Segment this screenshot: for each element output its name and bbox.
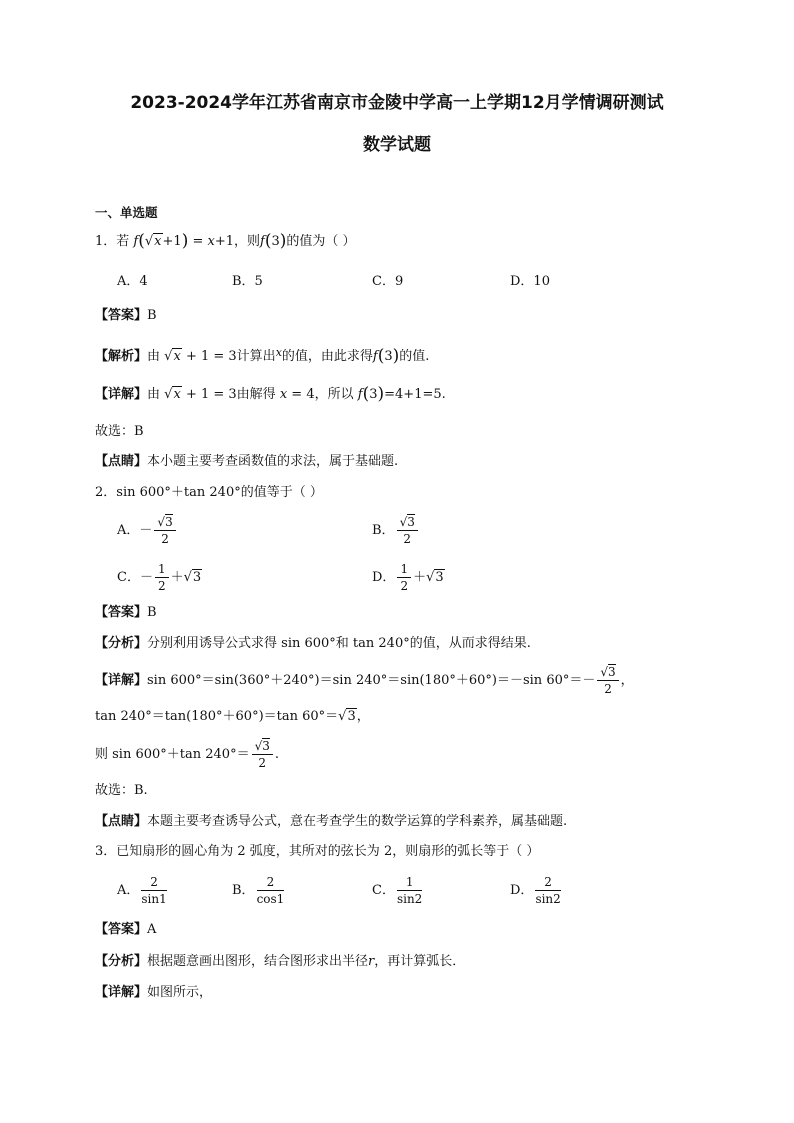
q2-choice: 故选：B. xyxy=(95,783,148,798)
q3-stem: 3．已知扇形的圆心角为 2 弧度，其所对的弦长为 2，则扇形的弧长等于（ ） xyxy=(95,844,540,859)
q2-option-c: C．－ $\frac{1}{2}$ ＋√3 xyxy=(117,562,202,593)
q1-option-c: C．9 xyxy=(372,274,404,289)
q2-option-d: D． $\frac{1}{2}$ ＋√3 xyxy=(372,562,444,593)
q1-option-a: A．4 xyxy=(117,274,148,289)
q3-option-d: D． $\frac{2}{\sin 2}$ xyxy=(510,875,561,906)
q2-detail-line2: tan 240°＝tan(180°＋60°)＝tan 60°＝√3， xyxy=(95,709,370,724)
q1-stem: 1．若 f(√x+1) = x+1，则f(3)的值为（ ） xyxy=(95,231,356,251)
q1-option-d: D．10 xyxy=(510,274,550,289)
q1-formula: f(√x+1) = x+1 xyxy=(133,231,235,251)
q1-comment: 【点睛】本小题主要考查函数值的求法，属于基础题. xyxy=(95,454,399,469)
q3-analysis: 【分析】根据题意画出图形，结合图形求出半径r，再计算弧长． xyxy=(95,954,466,969)
q2-analysis: 【分析】分别利用诱导公式求得 sin 600°和 tan 240°的值，从而求得结果. xyxy=(95,636,531,651)
q3-detail: 【详解】如图所示， xyxy=(95,985,213,1000)
q3-option-b: B． $\frac{2}{\cos 1}$ xyxy=(232,875,285,906)
q2-option-a: A．－ $\frac{√3}{2}$ xyxy=(117,514,178,547)
q3-option-a: A． $\frac{2}{\sin 1}$ xyxy=(117,875,167,906)
q2-comment: 【点睛】本题主要考查诱导公式，意在考查学生的数学运算的学科素养，属基础题. xyxy=(95,814,568,829)
q3-option-c: C． $\frac{1}{\sin 2}$ xyxy=(372,875,423,906)
q1-detail: 【详解】由 √x + 1 = 3由解得 x = 4，所以 f(3)=4+1=5. xyxy=(95,384,446,404)
document-subtitle: 数学试题 xyxy=(363,135,431,155)
q2-detail-line1: 【详解】sin 600°＝sin(360°＋240°)＝sin 240°＝sin(180°＋60°)＝－sin 60°＝－ $\frac{√3}{2}$ ， xyxy=(95,665,634,696)
q1-answer: 【答案】B xyxy=(95,308,157,323)
q3-answer: 【答案】A xyxy=(95,922,157,937)
document-title: 2023-2024学年江苏省南京市金陵中学高一上学期12月学情调研测试 xyxy=(130,93,664,113)
q1-choice: 故选：B xyxy=(95,424,144,439)
q2-answer: 【答案】B xyxy=(95,605,157,620)
q2-detail-line3: 则 sin 600°＋tan 240°＝ $\frac{√3}{2}$ . xyxy=(95,739,280,770)
q1-analysis: 【解析】由 √x + 1 = 3计算出$^x$的值，由此求得f(3)的值. xyxy=(95,346,430,366)
section-heading: 一、单选题 xyxy=(95,205,158,220)
q1-option-b: B．5 xyxy=(232,274,263,289)
q2-option-b: B． $\frac{√3}{2}$ xyxy=(372,514,420,547)
q1-number: 1．若 xyxy=(95,234,130,249)
q2-stem: 2．sin 600°＋tan 240°的值等于（ ） xyxy=(95,485,323,500)
